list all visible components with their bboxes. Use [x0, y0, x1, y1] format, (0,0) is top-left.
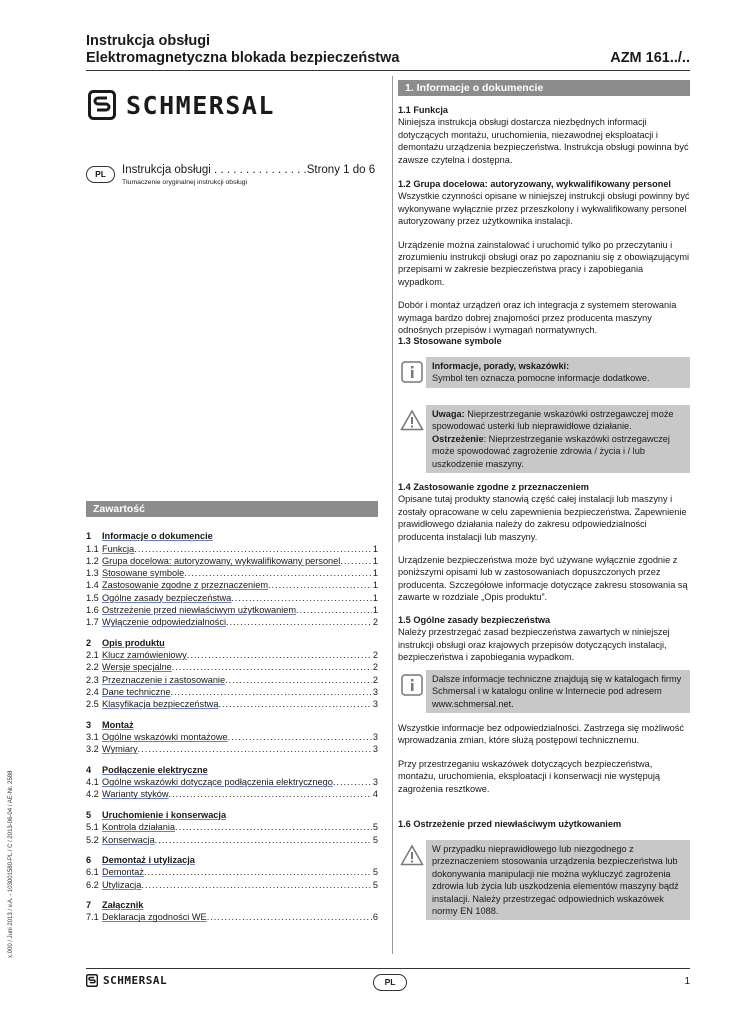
warning-note-2: [398, 840, 690, 920]
text-1-5-a: Należy przestrzegać zasad bezpieczeństwa zawartych w niniejszej instrukcji obsługi oraz krajowych przepisów dotyczących instalacji, bezpieczeństwa i zapobiegania wypadkom.: [398, 627, 670, 663]
toc-entry[interactable]: [86, 567, 378, 579]
warning-danger-body: : Nieprzestrzeganie wskazówki ostrzegawczej może spowodować zagrożenie zdrowia / życia i / lub uszkodzenie maszyny.: [432, 433, 670, 469]
toc-entry-title[interactable]: Kontrola działania: [102, 822, 176, 833]
toc-group: [86, 899, 378, 924]
warning-caution-text: [432, 408, 684, 433]
toc-entry[interactable]: [86, 592, 378, 604]
toc-entry-title[interactable]: Klasyfikacja bezpieczeństwa: [102, 699, 219, 710]
column-divider: [392, 76, 393, 954]
heading-1-6-text: 1.6 Ostrzeżenie przed niewłaściwym użytkowaniem: [398, 819, 622, 829]
toc-entry-page: 3: [372, 777, 378, 788]
toc-chapter-number: 4: [86, 764, 92, 775]
warning-text-2: W przypadku nieprawidłowego lub niezgodnego z przeznaczeniem stosowania urządzenia bezpieczeństwa lub dokonywania manipulacji nie można wykluczyć zagrożenia zdrowia lub życia lub uszkodzenia elementów maszyny bądź instalacji. Należy przestrzegać odpowiednich wskazówek normy EN 1088.: [426, 840, 690, 920]
toc-group: [86, 764, 378, 801]
toc-leader-dots: [170, 686, 371, 698]
toc-entry-number: 1.6: [86, 604, 99, 615]
toc-entry[interactable]: [86, 661, 378, 673]
toc-leader-dots: [218, 698, 371, 710]
toc-chapter-title[interactable]: Informacje o dokumencie: [102, 531, 213, 541]
toc-chapter[interactable]: [86, 764, 378, 777]
heading-1-6: [398, 818, 690, 830]
toc-entry-page: 1: [372, 568, 378, 579]
toc-entry-title[interactable]: Dane techniczne: [102, 686, 171, 697]
text-1-4-b: Urządzenie bezpieczeństwa może być używane wyłącznie zgodnie z poniższymi opisami lub w zastosowaniach dopuszczonych przez producenta. Szczegółowe informacje dotyczące zakresu stosowania są zawarte w rozdziale „Opis produktu”.: [398, 555, 688, 603]
section-1-5-more: [398, 722, 690, 806]
toc-entry-number: 4.2: [86, 789, 99, 800]
footer-logo: [86, 974, 167, 987]
toc-entry-title[interactable]: Wyłączenie odpowiedzialności: [102, 617, 227, 628]
toc-entry-page: 1: [372, 592, 378, 603]
info-text-2: Dalsze informacje techniczne znajdują się w katalogach firmy Schmersal i w katalogu online w Internecie pod adresem www.schmersal.net.: [426, 670, 690, 713]
toc-entry-number: 5.1: [86, 822, 99, 833]
toc-entry-title[interactable]: Funkcja: [102, 543, 135, 554]
info-text: Symbol ten oznacza pomocne informacje dodatkowe.: [432, 373, 650, 384]
toc-entry-page: 3: [372, 686, 378, 697]
toc-entry[interactable]: [86, 776, 378, 788]
toc-entry[interactable]: [86, 555, 378, 567]
toc-chapter-title[interactable]: Załącznik: [102, 899, 144, 910]
toc-entry[interactable]: [86, 686, 378, 698]
section-1-5: [398, 614, 690, 675]
toc-entry-page: 2: [372, 617, 378, 628]
toc-entry-page: 3: [372, 744, 378, 755]
toc-leader-dots: [184, 567, 372, 579]
toc-entry-title[interactable]: Stosowane symbole: [102, 568, 185, 579]
toc-chapter-title[interactable]: Podłączenie elektryczne: [102, 764, 208, 775]
toc-entry-number: 2.5: [86, 699, 99, 710]
toc-entry[interactable]: [86, 866, 378, 878]
warning-note: [398, 405, 690, 473]
toc-entry-number: 7.1: [86, 912, 99, 923]
toc-chapter-title[interactable]: Demontaż i utylizacja: [102, 854, 195, 865]
toc-chapter[interactable]: [86, 899, 378, 912]
toc-entry-number: 4.1: [86, 777, 99, 788]
document-reference: x.000 / Juni 2013 / v.A. - 103001580-PL / C / 2013-06-04 / AE-Nr. 2588: [8, 770, 14, 958]
toc-chapter-number: 6: [86, 854, 92, 865]
info-note: [398, 357, 690, 388]
contents-title-bar: Zawartość: [86, 501, 378, 517]
warning-triangle-icon: [398, 840, 426, 920]
toc-leader-dots: [155, 834, 372, 846]
toc-leader-dots: [207, 911, 372, 923]
toc-entry-page: 5: [372, 867, 378, 878]
toc-leader-dots: [225, 674, 372, 686]
toc-entry-title[interactable]: Klucz zamówieniowy: [102, 650, 187, 661]
toc-entry-number: 2.1: [86, 650, 99, 661]
toc-chapter[interactable]: [86, 530, 378, 543]
doc-title-line2: Elektromagnetyczna blokada bezpieczeństwa: [86, 50, 400, 66]
toc-entry[interactable]: [86, 879, 378, 891]
toc-entry-title[interactable]: Konserwacja: [102, 834, 155, 845]
schmersal-emblem-icon: [86, 974, 98, 987]
toc-entry-title[interactable]: Zastosowanie zgodne z przeznaczeniem: [102, 580, 268, 591]
toc-entry-page: 1: [372, 555, 378, 566]
toc-entry-page: 1: [372, 543, 378, 554]
toc-chapter-title[interactable]: Uruchomienie i konserwacja: [102, 809, 227, 820]
toc-leader-dots: [175, 821, 372, 833]
heading-1-2: 1.2 Grupa docelowa: autoryzowany, wykwalifikowany personel: [398, 179, 671, 189]
toc-group: [86, 637, 378, 711]
toc-entry-title[interactable]: Demontaż: [102, 867, 144, 878]
info-note-2: [398, 670, 690, 713]
toc-leader-dots: [333, 776, 372, 788]
intro-title: Instrukcja obsługi . . . . . . . . . . . . . . .Strony 1 do 6: [122, 164, 376, 176]
toc-entry-number: 2.4: [86, 686, 99, 697]
toc-leader-dots: [268, 579, 372, 591]
heading-1-3: [398, 335, 690, 347]
toc-entry-page: 5: [372, 834, 378, 845]
info-icon: [398, 357, 426, 388]
toc-entry-number: 3.1: [86, 732, 99, 743]
toc-entry-number: 1.1: [86, 543, 99, 554]
toc-entry[interactable]: [86, 616, 378, 628]
toc-entry-number: 1.2: [86, 555, 99, 566]
toc-entry-page: 6: [372, 912, 378, 923]
toc-entry-title[interactable]: Ogólne zasady bezpieczeństwa: [102, 592, 232, 603]
toc-entry-page: 4: [372, 789, 378, 800]
text-1-2-b: Urządzenie można zainstalować i uruchomić tylko po przeczytaniu i zrozumieniu instrukcji obsługi oraz po zapoznaniu się z obowiązującymi przepisami w zakresie bezpieczeństwa pracy i zapobiegania wypadkom.: [398, 239, 690, 287]
toc-chapter-title[interactable]: Montaż: [102, 719, 134, 730]
toc-chapter-number: 5: [86, 809, 92, 820]
toc-entry-number: 5.2: [86, 834, 99, 845]
toc-entry-title[interactable]: Ogólne wskazówki montażowe: [102, 732, 228, 743]
language-badge: PL: [86, 166, 115, 183]
toc-group: [86, 809, 378, 846]
toc-entry-title[interactable]: Ostrzeżenie przed niewłaściwym użytkowaniem: [102, 604, 297, 615]
page-number: 1: [684, 976, 690, 987]
toc-entry-number: 1.5: [86, 592, 99, 603]
heading-1-1: 1.1 Funkcja: [398, 105, 449, 115]
footer-rule: [86, 968, 690, 969]
toc-entry[interactable]: [86, 911, 378, 923]
toc-group: [86, 854, 378, 891]
toc-entry[interactable]: [86, 834, 378, 846]
toc-entry-page: 1: [372, 580, 378, 591]
warning-caution-body: Nieprzestrzeganie wskazówki ostrzegawczej może spowodować usterki lub nieprawidłowe działanie.: [432, 409, 674, 432]
section-1-1: [398, 104, 690, 177]
header-rule: [86, 70, 690, 71]
text-1-1: Niniejsza instrukcja obsługi dostarcza niezbędnych informacji dotyczących montażu, uruchomienia, niezawodnej eksploatacji i demontażu urządzenia bezpieczeństwa. Instrukcja obsługi powinna być zawsze czytelna i dostępna.: [398, 117, 689, 165]
toc-entry[interactable]: [86, 579, 378, 591]
toc-chapter-number: 3: [86, 719, 92, 730]
toc-entry-page: 5: [372, 822, 378, 833]
toc-entry-page: 1: [372, 604, 378, 615]
toc-chapter[interactable]: [86, 719, 378, 732]
toc-entry[interactable]: [86, 821, 378, 833]
toc-group: [86, 719, 378, 756]
toc-entry-title[interactable]: Grupa docelowa: autoryzowany, wykwalifikowany personel: [102, 555, 341, 566]
brand-wordmark: SCHMERSAL: [126, 90, 275, 120]
toc-entry-title[interactable]: Utylizacja: [102, 879, 142, 890]
warning-caution-label: Uwaga:: [432, 409, 465, 419]
toc-entry[interactable]: [86, 788, 378, 800]
toc-entry-number: 1.3: [86, 568, 99, 579]
text-1-2-a: Wszystkie czynności opisane w niniejszej instrukcji obsługi powinny być wykonywane wyłącznie przez przeszkolony i wykwalifikowany personel autoryzowany przez użytkownika instalacji.: [398, 191, 690, 227]
toc-entry-page: 3: [372, 699, 378, 710]
toc-leader-dots: [172, 661, 372, 673]
toc-group: [86, 530, 378, 629]
toc-chapter-number: 2: [86, 637, 92, 648]
toc-leader-dots: [296, 604, 372, 616]
toc-chapter-number: 1: [86, 531, 92, 541]
toc-entry-number: 1.7: [86, 617, 99, 628]
toc-leader-dots: [340, 555, 372, 567]
toc-leader-dots: [187, 649, 372, 661]
toc-entry[interactable]: [86, 743, 378, 755]
text-1-5-c: Przy przestrzeganiu wskazówek dotyczących bezpieczeństwa, montażu, uruchomienia, eksploatacji i konserwacji nie występują zagrożenia resztkowe.: [398, 758, 660, 794]
toc-entry-page: 3: [372, 732, 378, 743]
toc-entry-page: 2: [372, 674, 378, 685]
toc-entry-number: 2.2: [86, 662, 99, 673]
table-of-contents: [86, 530, 378, 932]
toc-leader-dots: [228, 731, 372, 743]
brand-logo: [88, 90, 275, 120]
heading-1-3-text: 1.3 Stosowane symbole: [398, 336, 502, 346]
toc-chapter[interactable]: [86, 809, 378, 822]
model-number: AZM 161../..: [610, 50, 690, 66]
section-title-bar: 1. Informacje o dokumencie: [398, 80, 690, 96]
warning-triangle-icon: [398, 405, 426, 473]
toc-leader-dots: [141, 879, 372, 891]
text-1-2-c: Dobór i montaż urządzeń oraz ich integracja z systemem sterowania wymaga bardzo dobrej znajomości przez producenta maszyny odnośnych przepisów i wymagań normatywnych.: [398, 300, 677, 336]
section-1-2: [398, 178, 690, 347]
toc-chapter[interactable]: [86, 854, 378, 867]
toc-leader-dots: [144, 866, 372, 878]
toc-chapter-title[interactable]: Opis produktu: [102, 637, 165, 648]
toc-chapter[interactable]: [86, 637, 378, 650]
toc-leader-dots: [226, 616, 372, 628]
toc-leader-dots: [169, 788, 372, 800]
heading-1-5: 1.5 Ogólne zasady bezpieczeństwa: [398, 615, 551, 625]
toc-entry-title[interactable]: Przeznaczenie i zastosowanie: [102, 674, 226, 685]
text-1-5-b: Wszystkie informacje bez odpowiedzialności. Zastrzega się możliwość wprowadzania zmian, które służą postępowi technicznemu.: [398, 723, 684, 746]
toc-entry[interactable]: [86, 543, 378, 555]
heading-1-4: 1.4 Zastosowanie zgodne z przeznaczeniem: [398, 482, 589, 492]
text-1-4-a: Opisane tutaj produkty stanowią część całej instalacji lub maszyny i zostały opracowane w celu zapewnienia bezpieczeństwa. Zapewnienie prawidłowego działania należy do zakresu odpowiedzialności producenta instalacji lub maszyny.: [398, 494, 687, 542]
section-1-4: [398, 481, 690, 615]
toc-leader-dots: [134, 543, 372, 555]
warning-danger-label: Ostrzeżenie: [432, 433, 484, 444]
toc-chapter-number: 7: [86, 899, 92, 910]
intro-subtitle: Tłumaczenie oryginalnej instrukcji obsługi: [122, 179, 248, 186]
toc-entry-title[interactable]: Ogólne wskazówki dotyczące podłączenia elektrycznego: [102, 777, 333, 788]
toc-entry-number: 6.1: [86, 867, 99, 878]
toc-entry-title[interactable]: Warianty styków: [102, 789, 169, 800]
doc-title-line1: Instrukcja obsługi: [86, 33, 211, 49]
toc-entry-page: 2: [372, 662, 378, 673]
toc-entry[interactable]: [86, 649, 378, 661]
toc-entry[interactable]: [86, 604, 378, 616]
toc-entry-page: 2: [372, 650, 378, 661]
toc-entry-title[interactable]: Wymiary: [102, 744, 138, 755]
toc-entry-number: 1.4: [86, 580, 99, 591]
schmersal-emblem-icon: [88, 90, 116, 120]
toc-entry[interactable]: [86, 674, 378, 686]
toc-entry-number: 2.3: [86, 674, 99, 685]
toc-entry-page: 5: [372, 879, 378, 890]
info-icon: [398, 670, 426, 713]
warning-danger-text: [432, 433, 684, 470]
toc-entry-number: 3.2: [86, 744, 99, 755]
toc-entry[interactable]: [86, 731, 378, 743]
toc-entry-title[interactable]: Wersje specjalne: [102, 662, 172, 673]
toc-entry[interactable]: [86, 698, 378, 710]
toc-leader-dots: [138, 743, 372, 755]
toc-entry-title[interactable]: Deklaracja zgodności WE: [102, 912, 207, 923]
footer-language-badge: PL: [373, 974, 407, 991]
info-title: Informacje, porady, wskazówki:: [432, 361, 570, 371]
toc-entry-number: 6.2: [86, 879, 99, 890]
footer-wordmark: SCHMERSAL: [103, 974, 168, 987]
toc-leader-dots: [231, 592, 372, 604]
